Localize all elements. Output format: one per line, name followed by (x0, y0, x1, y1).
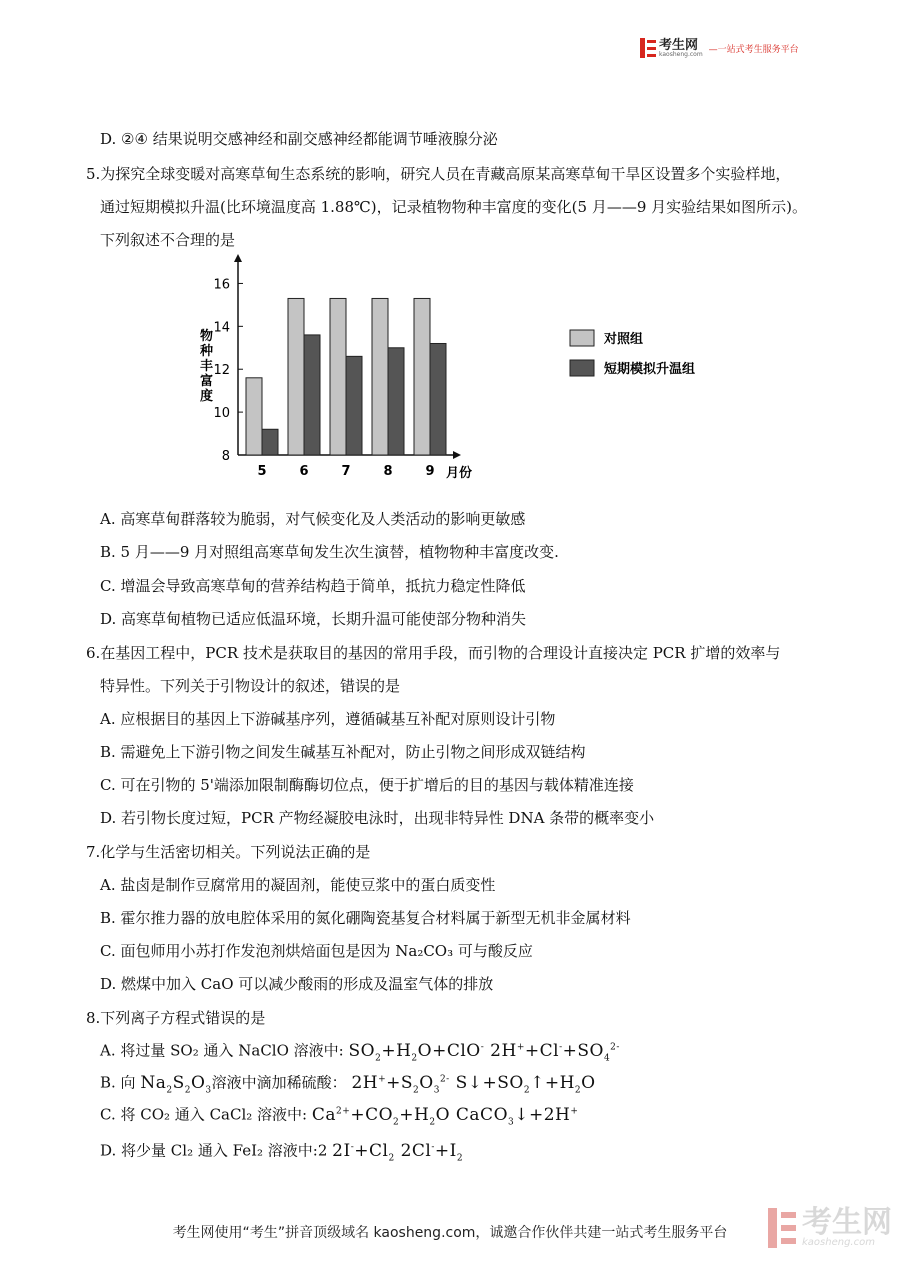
chart-ylabel: 物种丰富度 (200, 329, 214, 404)
x-tick-label: 8 (383, 464, 393, 479)
bar-control (414, 298, 430, 455)
q7-option-b: B. 霍尔推力器的放电腔体采用的氮化硼陶瓷基复合材料属于新型无机非金属材料 (100, 909, 631, 927)
bar-control (246, 378, 262, 455)
bar-warming (262, 429, 278, 455)
y-tick-label: 14 (213, 320, 230, 336)
y-tick-label: 12 (213, 363, 230, 379)
kaosheng-watermark-icon (768, 1208, 796, 1248)
q6-option-b: B. 需避免上下游引物之间发生碱基互补配对，防止引物之间形成双链结构 (100, 743, 586, 761)
q8c-equation: $Ca^{2+}+CO_2+H_2O$ CaCO$_3$↓+2H+ (311, 1104, 579, 1128)
logo-domain: kaosheng.com (659, 50, 703, 58)
q5-stem-2: 通过短期模拟升温(比环境温度高 1.88℃)，记录植物物种丰富度的变化(5 月——9 月实验结果如图所示)。 (100, 198, 807, 216)
legend-swatch (570, 330, 594, 346)
q8-stem: 8.下列离子方程式错误的是 (86, 1009, 266, 1027)
q4-option-d: D. ②④ 结果说明交感神经和副交感神经都能调节唾液腺分泌 (100, 130, 498, 148)
q8b-equation: $2H^++S_2O_3^{2-}$ $S↓+SO_2↑+H_2O$ (351, 1072, 596, 1096)
bar-control (372, 298, 388, 455)
q7-stem: 7.化学与生活密切相关。下列说法正确的是 (86, 843, 371, 861)
legend-label: 对照组 (604, 332, 644, 347)
bar-warming (346, 356, 362, 455)
logo-slogan: —一站式考生服务平台 (708, 44, 799, 55)
q5-option-c: C. 增温会导致高寒草甸的营养结构趋于简单，抵抗力稳定性降低 (100, 577, 526, 595)
x-tick-label: 6 (299, 464, 309, 479)
q5-stem-3: 下列叙述不合理的是 (100, 231, 236, 249)
kaosheng-logo-icon (640, 38, 656, 58)
y-tick-label: 10 (213, 406, 230, 422)
q5-option-b: B. 5 月——9 月对照组高寒草甸发生次生演替，植物物种丰富度改变. (100, 543, 559, 561)
q6-stem-2: 特异性。下列关于引物设计的叙述，错误的是 (100, 677, 401, 695)
y-axis-arrow (234, 254, 242, 262)
q8-option-d: D. 将少量 Cl₂ 通入 FeI₂ 溶液中:2 $2I^-+Cl_2$ $2Cl^-+I_2$ (100, 1140, 464, 1164)
q7-option-a: A. 盐卤是制作豆腐常用的凝固剂，能使豆浆中的蛋白质变性 (100, 876, 496, 894)
bar-warming (304, 335, 320, 455)
x-tick-label: 7 (341, 464, 351, 479)
q6-option-c: C. 可在引物的 5'端添加限制酶酶切位点，便于扩增后的目的基因与载体精准连接 (100, 776, 634, 794)
q8b-reagent: $Na_2S_2O_3$ (140, 1072, 212, 1096)
q6-option-a: A. 应根据目的基因上下游碱基序列，遵循碱基互补配对原则设计引物 (100, 710, 556, 728)
q7-option-c: C. 面包师用小苏打作发泡剂烘焙面包是因为 Na₂CO₃ 可与酸反应 (100, 942, 533, 960)
watermark-domain: kaosheng.com (802, 1237, 875, 1248)
q8-option-a: A. 将过量 SO₂ 通入 NaClO 溶液中: $SO_2+H_2O+ClO^-$ $2H^++Cl^-+SO_4^{2-}$ (100, 1040, 620, 1064)
logo-name: 考生网 (659, 37, 699, 53)
chart-xlabel: 月份 (446, 466, 473, 481)
x-axis-arrow (453, 451, 461, 459)
q8-option-c: C. 将 CO₂ 通入 CaCl₂ 溶液中: $Ca^{2+}+CO_2+H_2O$ CaCO$_3$↓+2H+ (100, 1104, 579, 1128)
q5-option-d: D. 高寒草甸植物已适应低温环境，长期升温可能使部分物种消失 (100, 610, 527, 628)
bar-warming (388, 348, 404, 455)
q8d-equation: $2I^-+Cl_2$ $2Cl^-+I_2$ (332, 1140, 464, 1164)
y-tick-label: 16 (213, 277, 230, 293)
y-tick-label: 8 (221, 449, 230, 464)
bar-control (330, 298, 346, 455)
bar-control (288, 298, 304, 455)
q7-option-d: D. 燃煤中加入 CaO 可以减少酸雨的形成及温室气体的排放 (100, 975, 494, 993)
q5-option-a: A. 高寒草甸群落较为脆弱，对气候变化及人类活动的影响更敏感 (100, 510, 526, 528)
x-tick-label: 9 (425, 464, 435, 479)
x-tick-label: 5 (257, 464, 267, 479)
footer-text: 考生网使用“考生”拼音顶级域名 kaosheng.com，诚邀合作伙伴共建一站式考生服务平台 (172, 1225, 728, 1241)
header-logo (640, 36, 799, 60)
chart-bars (246, 298, 446, 455)
footer-watermark (768, 1205, 892, 1248)
q5-stem-1: 5.为探究全球变暖对高寒草甸生态系统的影响，研究人员在青藏高原某高寒草甸干旱区设置多个实验样地， (86, 165, 791, 183)
legend-label: 短期模拟升温组 (604, 362, 696, 377)
watermark-name: 考生网 (802, 1205, 892, 1240)
legend-swatch (570, 360, 594, 376)
q8-option-b: B. 向 $Na_2S_2O_3$溶液中滴加稀硫酸： $2H^++S_2O_3^{2-}$ $S↓+SO_2↑+H_2O$ (100, 1072, 596, 1096)
chart-legend (570, 330, 695, 377)
bar-warming (430, 343, 446, 455)
q6-stem-1: 6.在基因工程中，PCR 技术是获取目的基因的常用手段，而引物的合理设计直接决定 PCR 扩增的效率与 (86, 644, 781, 662)
species-richness-chart (188, 252, 728, 492)
q8a-equation: $SO_2+H_2O+ClO^-$ $2H^++Cl^-+SO_4^{2-}$ (348, 1040, 620, 1064)
q6-option-d: D. 若引物长度过短，PCR 产物经凝胶电泳时，出现非特异性 DNA 条带的概率变小 (100, 809, 655, 827)
